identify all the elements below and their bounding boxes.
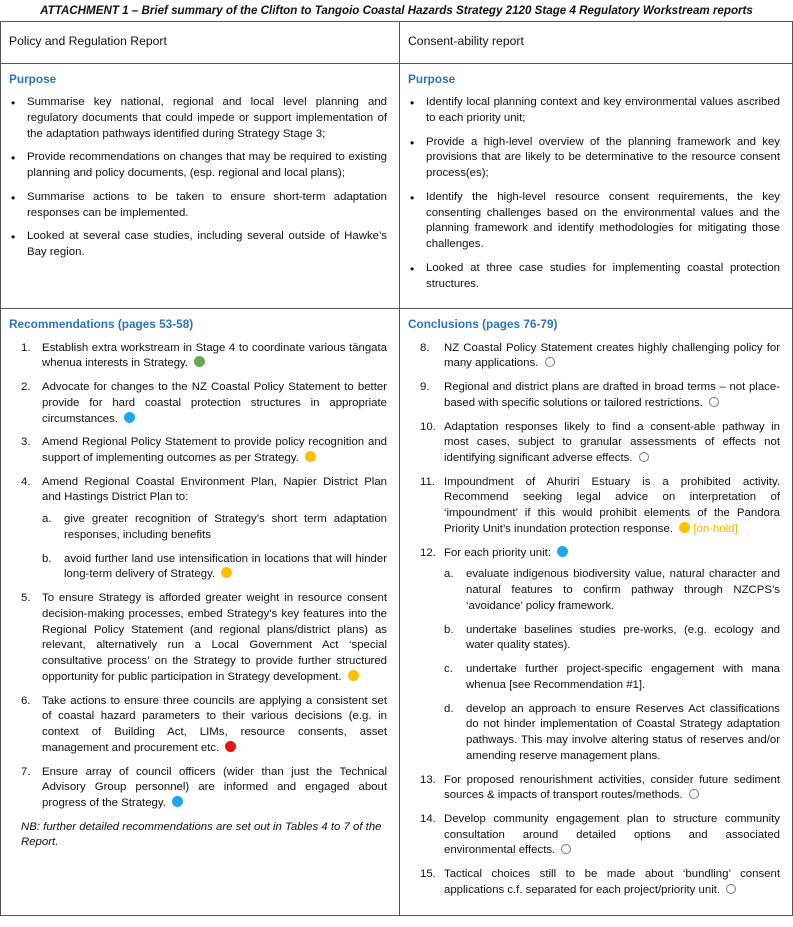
findings-row xyxy=(1,309,793,915)
hollow-status-dot-icon xyxy=(689,789,699,799)
item-text: undertake further project-specific engagement with mana whenua [see Recommendation #1]. xyxy=(466,663,780,691)
sub-list-item xyxy=(42,552,387,583)
item-number: c. xyxy=(444,663,453,676)
item-number: 9. xyxy=(420,381,430,394)
item-text: For each priority unit: xyxy=(444,546,551,559)
item-text: Take actions to ensure three councils are applying a consistent set of coastal hazard parameters to their various decisions (e.g. in context of Building Act, LIMs, resource consents, asset management and procurement etc. xyxy=(42,694,387,754)
item-number: 10. xyxy=(420,420,436,433)
recommendations-list xyxy=(9,341,387,812)
purpose-item: • Looked at three case studies for implementing coastal protection structures. xyxy=(408,261,780,292)
sub-list-item xyxy=(444,662,780,693)
hollow-status-dot-icon xyxy=(726,884,736,894)
sub-list xyxy=(42,512,387,583)
numbered-item xyxy=(420,420,780,467)
item-number: b. xyxy=(444,623,454,636)
item-number: 12. xyxy=(420,546,436,559)
numbered-item xyxy=(420,341,780,372)
purpose-item: • Provide a high-level overview of the planning framework and key provisions that are likely to be determinative to the resource consent process(es); xyxy=(408,135,780,182)
green-status-dot-icon xyxy=(194,356,205,367)
numbered-item xyxy=(420,812,780,859)
item-number: d. xyxy=(444,702,454,715)
purpose-row xyxy=(1,64,793,309)
item-number: 7. xyxy=(21,765,31,778)
numbered-item xyxy=(21,341,387,372)
left-purpose-cell xyxy=(1,64,400,309)
item-number: 3. xyxy=(21,436,31,449)
numbered-item xyxy=(21,694,387,757)
yellow-status-dot-icon xyxy=(679,522,690,533)
purpose-item: • Summarise actions to be taken to ensure short-term adaptation responses can be implemented. xyxy=(9,190,387,221)
item-number: 5. xyxy=(21,592,31,605)
recommendations-note: NB: further detailed recommendations are set out in Tables 4 to 7 of the Report. xyxy=(21,820,382,849)
item-number: 14. xyxy=(420,812,436,825)
item-text: Establish extra workstream in Stage 4 to coordinate various tāngata whenua interests in Strategy. xyxy=(42,341,387,370)
item-text: Ensure array of council officers (wider than just the Technical Advisory Group personnel) are informed and engaged about progress of the Strategy. xyxy=(42,765,387,809)
item-text: give greater recognition of Strategy’s short term adaptation responses, including benefits xyxy=(64,513,387,541)
recommendations-cell xyxy=(1,309,400,915)
sub-list-item xyxy=(444,623,780,654)
item-number: 1. xyxy=(21,341,31,354)
right-purpose-title: Purpose xyxy=(408,72,456,86)
left-purpose-title: Purpose xyxy=(9,72,57,86)
item-number: 15. xyxy=(420,868,436,881)
blue-status-dot-icon xyxy=(557,546,568,557)
item-number: a. xyxy=(42,513,52,526)
sub-list-item xyxy=(42,512,387,543)
document-title: ATTACHMENT 1 – Brief summary of the Clifton to Tangoio Coastal Hazards Strategy 2120 Stage 4 Regulatory Workstream reports xyxy=(40,4,753,17)
left-column-header: Policy and Regulation Report xyxy=(1,22,400,64)
numbered-item xyxy=(420,546,780,765)
item-number: 13. xyxy=(420,773,436,786)
item-number: 4. xyxy=(21,475,31,488)
item-number: a. xyxy=(444,568,454,581)
purpose-item: • Summarise key national, regional and local level planning and regulatory documents that could impede or support implementation of the adaptation pathways identified during Strategy Stage 3; xyxy=(9,95,387,142)
item-text: Impoundment of Ahuriri Estuary is a prohibited activity. Recommend seeking legal advice on interpretation of ‘impoundment’ if this would prohibit elements of the Pandora Priority Unit’s inundation protection response. xyxy=(444,475,780,535)
item-text: Adaptation responses likely to find a consent-able pathway in most cases, subject to granular assessments of effects not identifying significant adverse effects. xyxy=(444,420,780,465)
numbered-item xyxy=(420,380,780,411)
item-text: Advocate for changes to the NZ Coastal Policy Statement to better provide for hard coastal protection structures in appropriate circumstances. xyxy=(42,381,387,425)
item-number: 2. xyxy=(21,381,31,394)
item-text: Tactical choices still to be made about ‘bundling’ consent applications c.f. separated for each project/priority unit. xyxy=(444,868,780,896)
item-text: undertake baselines studies pre-works, (e.g. ecology and water quality states). xyxy=(466,623,780,652)
item-text: Develop community engagement plan to structure community consultation around detailed options and associated environmental effects. xyxy=(444,812,780,857)
item-text: develop an approach to ensure Reserves Act classifications do not hinder implementation of Coastal Strategy adaptation pathways. This may involve altering status of reserves and/or amending reserve management plans. xyxy=(466,702,780,762)
numbered-item xyxy=(21,765,387,812)
yellow-status-dot-icon xyxy=(305,451,316,462)
hollow-status-dot-icon xyxy=(639,452,649,462)
item-number: 8. xyxy=(420,341,430,354)
item-text: Regional and district plans are drafted in broad terms – not place-based with specific solutions or tailored restrictions. xyxy=(444,381,780,409)
numbered-item xyxy=(420,773,780,804)
hollow-status-dot-icon xyxy=(561,844,571,854)
blue-status-dot-icon xyxy=(124,412,135,423)
sub-list xyxy=(444,567,780,764)
recommendations-title: Recommendations (pages 53-58) xyxy=(9,317,194,332)
conclusions-title: Conclusions (pages 76-79) xyxy=(408,317,558,332)
sub-list-item xyxy=(444,567,780,614)
red-status-dot-icon xyxy=(225,741,236,752)
hollow-status-dot-icon xyxy=(709,397,719,407)
item-text: avoid further land use intensification in locations that will hinder long-term delivery of Strategy. xyxy=(64,552,387,581)
blue-status-dot-icon xyxy=(172,796,183,807)
summary-table xyxy=(0,21,793,916)
item-text: To ensure Strategy is afforded greater weight in resource consent decision-making processes, embed Strategy’s key features into the Regional Policy Statement (and regional plans/district plans) as relevant, alternatively run a Local Government Act ‘special consultative process’ on the Strategy to provide further structured opportunity for public participation in Strategy development. xyxy=(42,592,387,683)
item-number: b. xyxy=(42,552,52,565)
numbered-item xyxy=(21,380,387,427)
right-column-header: Consent-ability report xyxy=(400,22,793,64)
purpose-item: • Provide recommendations on changes that may be required to existing planning and policy documents, (esp. regional and local plans); xyxy=(9,150,387,181)
conclusions-list xyxy=(408,341,780,899)
numbered-item xyxy=(21,475,387,583)
right-purpose-cell xyxy=(400,64,793,309)
purpose-item: • Looked at several case studies, including several outside of Hawke’s Bay region. xyxy=(9,229,387,260)
item-number: 6. xyxy=(21,694,31,707)
purpose-item: • Identify local planning context and key environmental values ascribed to each priority unit; xyxy=(408,95,780,126)
item-text: Amend Regional Policy Statement to provide policy recognition and support of implementing outcomes as per Strategy. xyxy=(42,436,387,465)
yellow-status-dot-icon xyxy=(348,670,359,681)
numbered-item xyxy=(21,435,387,466)
item-text: Amend Regional Coastal Environment Plan, Napier District Plan and Hastings District Plan to: xyxy=(42,475,387,504)
item-text: NZ Coastal Policy Statement creates highly challenging policy for many applications. xyxy=(444,341,780,370)
conclusions-cell xyxy=(400,309,793,915)
purpose-item: • Identify the high-level resource consent requirements, the key consenting challenges based on the environmental values and the planning framework and identify methodologies for mitigating those challenges. xyxy=(408,190,780,253)
yellow-status-dot-icon xyxy=(221,567,232,578)
sub-list-item xyxy=(444,702,780,765)
numbered-item xyxy=(420,867,780,898)
item-text: For proposed renourishment activities, consider future sediment sources & impacts of transport routes/methods. xyxy=(444,773,780,802)
item-text: evaluate indigenous biodiversity value, natural character and natural features to confirm pathway through NZCPS’s ‘avoidance’ policy framework. xyxy=(466,568,780,612)
item-number: 11. xyxy=(420,475,435,488)
on-hold-label: [on-hold] xyxy=(693,522,738,535)
header-row xyxy=(1,22,793,64)
numbered-item xyxy=(420,475,780,538)
numbered-item xyxy=(21,591,387,685)
left-purpose-list xyxy=(9,95,387,261)
hollow-status-dot-icon xyxy=(545,357,555,367)
right-purpose-list xyxy=(408,95,780,292)
